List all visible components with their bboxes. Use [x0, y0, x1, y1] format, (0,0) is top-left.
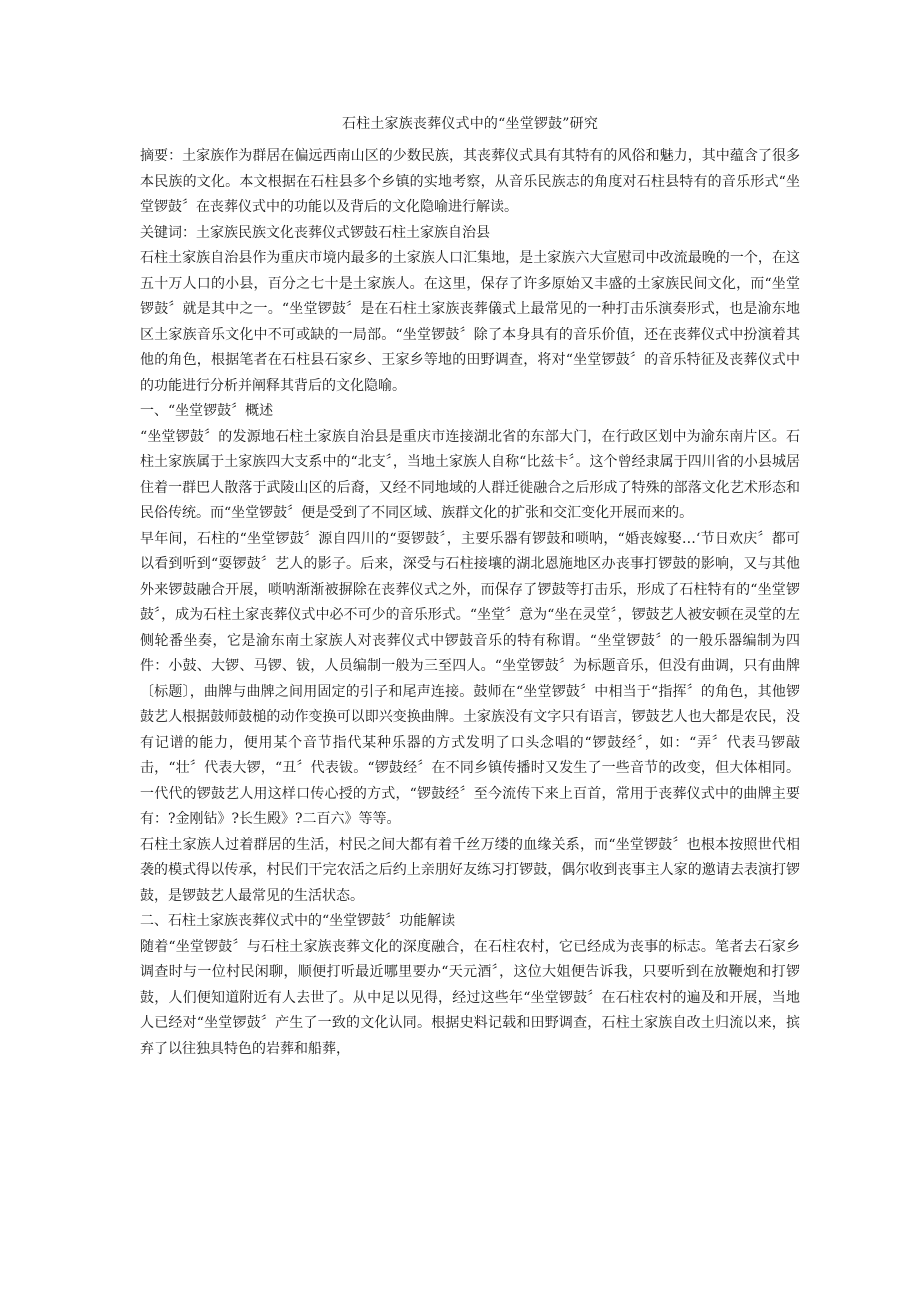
section-heading: 二、石柱土家族丧葬仪式中的“坐堂锣鼓〞功能解读 — [140, 913, 456, 929]
body-paragraph: 随着“坐堂锣鼓〞与石柱土家族丧葬文化的深度融合，在石柱农村，它已经成为丧事的标志。笔者去石家乡调查时与一位村民闲聊，顺便打听最近哪里要办“天元酒〞，这位大姐便告诉我，只要听到在放鞭炮和打锣鼓，人们便知道附近有人去世了。从中足以见得，经过这些年“坐堂锣鼓〞在石柱农村的遍及和开展，当地人已经对“坐堂锣鼓〞产生了一致的文化认同。根据史料记载和田野调查，石柱土家族自改土归流以来，摈弃了以往独具特色的岩葬和船葬， — [140, 938, 800, 1057]
body-paragraph: 石柱土家族自治县作为重庆市境内最多的土家族人口汇集地，是土家族六大宣慰司中改流最晚的一个，在这五十万人口的小县，百分之七十是土家族人。在这里，保存了许多原始又丰盛的土家族民间文化，而“坐堂锣鼓〞就是其中之一。“坐堂锣鼓〞是在石柱土家族丧葬儀式上最常见的一种打击乐演奏形式，也是渝东地区土家族音乐文化中不可或缺的一局部。“坐堂锣鼓〞除了本身具有的音乐价值，还在丧葬仪式中扮演着其他的角色，根据笔者在石柱县石家乡、王家乡等地的田野调查，将对“坐堂锣鼓〞的音乐特征及丧葬仪式中的功能进行分析并阐释其背后的文化隐喻。 — [140, 250, 800, 394]
document-title: 石柱土家族丧葬仪式中的“坐堂锣鼓”研究 — [341, 116, 599, 132]
keywords-line: 关键词：土家族民族文化丧葬仪式锣鼓石柱土家族自治县 — [140, 224, 490, 241]
body-paragraph: 早年间，石柱的“坐堂锣鼓〞源自四川的“耍锣鼓〞，主要乐器有锣鼓和唢呐，“婚丧嫁娶…‘节日欢庆〞都可以看到听到“耍锣鼓〞艺人的影子。后来，深受与石柱接壤的湖北恩施地区办丧事打锣鼓的影响，又与其他外来锣鼓融合开展，唢呐渐渐被摒除在丧葬仪式之外，而保存了锣鼓等打击乐，形成了石柱特有的“坐堂锣鼓〞，成为石柱土家丧葬仪式中必不可少的音乐形式。“坐堂〞意为“坐在灵堂〞，锣鼓艺人被安顿在灵堂的左侧轮番坐奏，它是渝东南土家族人对丧葬仪式中锣鼓音乐的特有称谓。“坐堂锣鼓〞的一般乐器编制为四件：小鼓、大锣、马锣、钹，人员编制一般为三至四人。“坐堂锣鼓〞为标题音乐，但没有曲调，只有曲牌〔标题〕，曲牌与曲牌之间用固定的引子和尾声连接。鼓师在“坐堂锣鼓〞中相当于“指挥〞的角色，其他锣鼓艺人根据鼓师鼓槌的动作变换可以即兴变换曲牌。土家族没有文字只有语言，锣鼓艺人也大都是农民，没有记谱的能力，便用某个音节指代某种乐器的方式发明了口头念唱的“锣鼓经〞，如：“弄〞代表马锣敲击，“壮〞代表大锣，“丑〞代表钹。“锣鼓经〞在不同乡镇传播时又发生了一些音节的改变，但大体相同。一代代的锣鼓艺人用这样口传心授的方式，“锣鼓经〞至今流传下来上百首，常用于丧葬仪式中的曲牌主要有：?金刚钻》?长生殿》?二百六》等等。 — [140, 530, 800, 827]
section-heading: 一、“坐堂锣鼓〞概述 — [140, 403, 274, 419]
abstract-paragraph: 摘要：土家族作为群居在偏远西南山区的少数民族，其丧葬仪式具有其特有的风俗和魅力，其中蕴含了很多本民族的文化。本文根据在石柱县多个乡镇的实地考察，从音乐民族志的角度对石柱县特有的音乐形式“坐堂锣鼓〞在丧葬仪式中的功能以及背后的文化隐喻进行解读。 — [140, 148, 800, 215]
document-page — [140, 114, 800, 1062]
body-paragraph: 石柱土家族人过着群居的生活，村民之间大都有着千丝万缕的血缘关系，而“坐堂锣鼓〞也根本按照世代相袭的模式得以传承，村民们干完农活之后约上亲朋好友练习打锣鼓，偶尔收到丧事主人家的邀请去表演打锣鼓，是锣鼓艺人最常见的生活状态。 — [140, 836, 800, 904]
body-paragraph: “坐堂锣鼓〞的发源地石柱土家族自治县是重庆市连接湖北省的东部大门，在行政区划中为渝东南片区。石柱土家族属于土家族四大支系中的“北支〞，当地土家族人自称“比兹卡〞。这个曾经隶属于四川省的小县城居住着一群巴人散落于武陵山区的后裔，又经不同地域的人群迁徙融合之后形成了特殊的部落文化艺术形态和民俗传统。而“坐堂锣鼓〞便是受到了不同区域、族群文化的扩张和交汇变化开展而来的。 — [140, 428, 800, 521]
